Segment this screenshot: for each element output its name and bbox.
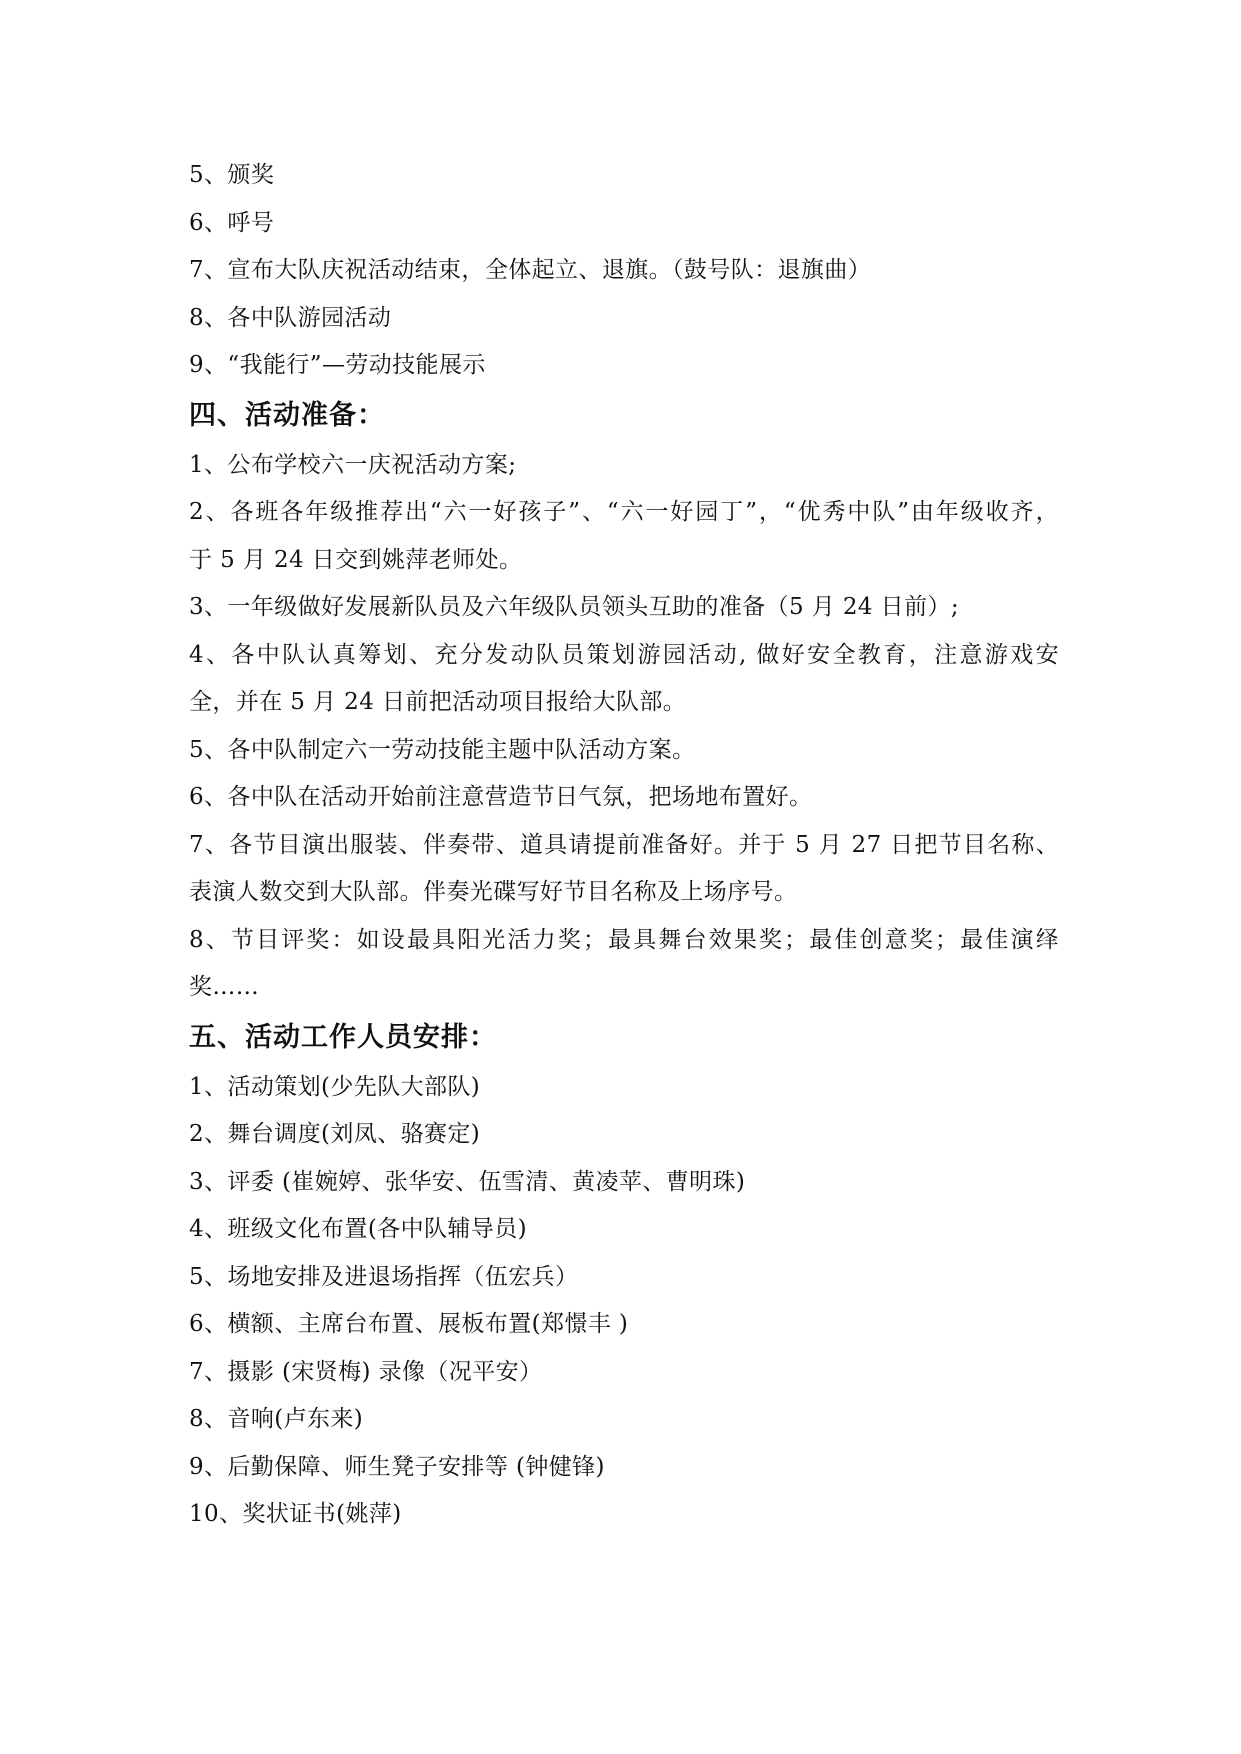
preparation-item: 5、各中队制定六一劳动技能主题中队活动方案。 <box>189 736 696 763</box>
staff-item: 8、音响(卢东来) <box>189 1406 364 1432</box>
preparation-item: 6、各中队在活动开始前注意营造节日气氛，把场地布置好。 <box>189 784 813 810</box>
preparation-item-continued: 于 5 月 24 日交到姚萍老师处。 <box>189 546 523 573</box>
section-heading-preparation: 四、活动准备： <box>189 399 385 431</box>
staff-item: 4、班级文化布置(各中队辅导员) <box>189 1216 527 1242</box>
program-item: 6、呼号 <box>189 209 275 236</box>
program-item: 9、“我能行”—劳动技能展示 <box>189 352 486 378</box>
program-item: 7、宣布大队庆祝活动结束，全体起立、退旗。（鼓号队：退旗曲） <box>189 257 872 283</box>
preparation-item: 4、各中队认真筹划、充分发动队员策划游园活动, 做好安全教育，注意游戏安 <box>189 641 1059 668</box>
preparation-item-continued: 表演人数交到大队部。伴奏光碟写好节目名称及上场序号。 <box>189 879 798 905</box>
section-heading-staff: 五、活动工作人员安排： <box>189 1021 497 1053</box>
preparation-item: 8、节目评奖：如设最具阳光活力奖；最具舞台效果奖；最佳创意奖；最佳演绎 <box>189 926 1059 953</box>
staff-item: 7、摄影 (宋贤梅) 录像（况平安） <box>189 1358 543 1385</box>
preparation-item-continued: 全，并在 5 月 24 日前把活动项目报给大队部。 <box>189 689 687 715</box>
preparation-item: 7、各节目演出服装、伴奏带、道具请提前准备好。并于 5 月 27 日把节目名称、 <box>189 831 1059 858</box>
staff-item: 2、舞台调度(刘凤、骆赛定) <box>189 1121 481 1147</box>
staff-item: 5、场地安排及进退场指挥（伍宏兵） <box>189 1263 579 1290</box>
preparation-item: 1、公布学校六一庆祝活动方案; <box>189 451 517 478</box>
program-item: 8、各中队游园活动 <box>189 304 392 331</box>
preparation-item: 3、一年级做好发展新队员及六年级队员领头互助的准备（5 月 24 日前）; <box>189 594 960 620</box>
staff-item: 3、评委 (崔婉婷、张华安、伍雪清、黄凌苹、曹明珠) <box>189 1168 746 1195</box>
preparation-item-continued: 奖…… <box>189 974 260 1000</box>
staff-item: 6、横额、主席台布置、展板布置(郑憬丰 ) <box>189 1311 629 1337</box>
program-item: 5、颁奖 <box>189 162 275 188</box>
staff-item: 1、活动策划(少先队大部队) <box>189 1073 481 1100</box>
document-body <box>189 152 1059 1539</box>
preparation-item: 2、各班各年级推荐出“六一好孩子”、“六一好园丁”，“优秀中队”由年级收齐， <box>189 499 1059 525</box>
staff-item: 10、奖状证书(姚萍) <box>189 1501 402 1527</box>
staff-item: 9、后勤保障、师生凳子安排等 (钟健锋) <box>189 1453 605 1480</box>
